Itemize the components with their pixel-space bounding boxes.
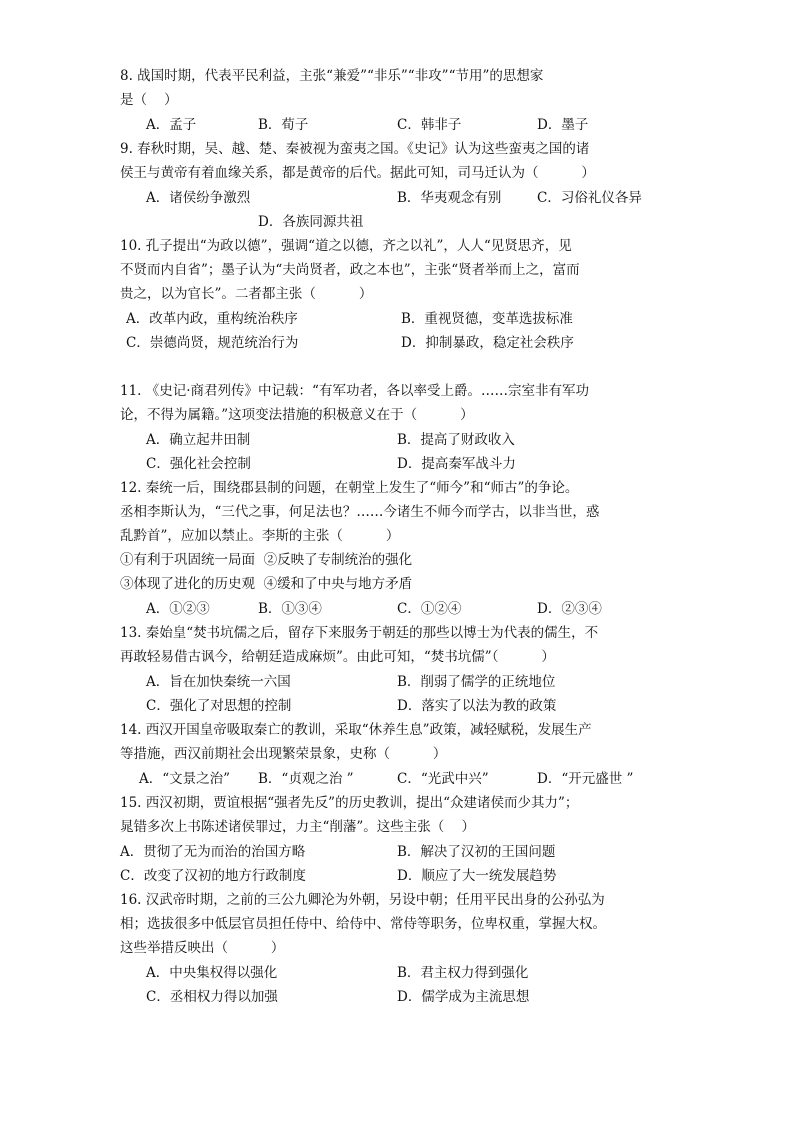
question-8-option-a: A．孟子 — [146, 117, 197, 133]
question-15-stem-line-2: 晁错多次上书陈述诸侯罪过，力主“削藩”。这些主张（ ） — [120, 819, 475, 835]
question-13-stem-line-2: 再敢轻易借古讽今，给朝廷造成麻烦”。由此可知，“焚书坑儒”（ ） — [120, 649, 555, 665]
question-15-option-c: C．改变了汉初的地方行政制度 — [120, 868, 306, 884]
question-12-statement-line-2: ③体现了进化的历史观 ④缓和了中央与地方矛盾 — [120, 576, 413, 592]
question-16-option-c: C．丞相权力得以加强 — [146, 989, 278, 1005]
question-12-stem-line-3: 乱黔首”，应加以禁止。李斯的主张（ ） — [120, 528, 400, 544]
question-10-stem-line-1: 10. 孔子提出“为政以德”，强调“道之以德，齐之以礼”，人人“见贤思齐，见 — [120, 238, 572, 254]
question-14-option-b: B．“贞观之治 ” — [258, 771, 354, 787]
question-12-statement-line-1: ①有利于巩固统一局面 ②反映了专制统治的强化 — [120, 552, 413, 568]
question-9-stem-line-2: 侯王与黄帝有着血缘关系，都是黄帝的后代。据此可知，司马迁认为（ ） — [120, 165, 595, 181]
question-10-option-c: C．崇德尚贤，规范统治行为 — [126, 335, 299, 351]
question-16-option-b: B．君主权力得到强化 — [397, 965, 529, 981]
question-11-stem-line-2: 论，不得为属籍。”这项变法措施的积极意义在于（ ） — [120, 407, 474, 423]
question-12-stem-line-1: 12. 秦统一后，围绕郡县制的问题，在朝堂上发生了“师今”和“师古”的争论。 — [120, 480, 579, 496]
question-8-option-c: C．韩非子 — [397, 117, 462, 133]
question-12-option-a: A．①②③ — [146, 601, 210, 617]
question-10-stem-line-2: 不贤而内自省”；墨子认为“夫尚贤者，政之本也”，主张“贤者举而上之，富而 — [120, 262, 580, 278]
question-13-option-d: D．落实了以法为教的政策 — [397, 698, 557, 714]
question-9-option-c: C．习俗礼仪各异 — [537, 190, 642, 206]
question-15-stem-line-1: 15. 西汉初期，贾谊根据“强者先反”的历史教训，提出“众建诸侯而少其力”； — [120, 795, 579, 811]
question-16-stem-line-3: 这些举措反映出（ ） — [120, 940, 285, 956]
question-12-option-b: B．①③④ — [258, 601, 322, 617]
question-13-option-b: B．削弱了儒学的正统地位 — [397, 674, 556, 690]
question-15-option-a: A．贯彻了无为而治的治国方略 — [120, 844, 306, 860]
question-14-option-d: D．“开元盛世 ” — [537, 771, 634, 787]
question-10-option-b: B．重视贤德，变革选拔标准 — [401, 311, 573, 327]
question-12-stem-line-2: 丞相李斯认为，“三代之事，何足法也？……今诸生不师今而学古，以非当世，惑 — [120, 504, 600, 520]
question-13-option-c: C．强化了对思想的控制 — [146, 698, 292, 714]
question-8-option-d: D．墨子 — [537, 117, 589, 133]
question-11-option-a: A．确立起井田制 — [146, 432, 251, 448]
question-11-option-b: B．提高了财政收入 — [397, 432, 515, 448]
question-12-option-c: C．①②④ — [397, 601, 462, 617]
question-10-option-a: A．改革内政，重构统治秩序 — [126, 311, 298, 327]
question-10-stem-line-3: 贵之，以为官长”。二者都主张（ ） — [120, 286, 373, 302]
question-11-option-c: C．强化社会控制 — [146, 456, 251, 472]
question-8-stem-line-2: 是（ ） — [120, 92, 178, 108]
question-9-option-a: A．诸侯纷争激烈 — [146, 190, 251, 206]
question-11-option-d: D．提高秦军战斗力 — [397, 456, 516, 472]
question-13-option-a: A．旨在加快秦统一六国 — [146, 674, 291, 690]
question-14-stem-line-2: 等措施，西汉前期社会出现繁荣景象，史称（ ） — [120, 746, 447, 762]
question-9-option-b: B．华夷观念有别 — [397, 190, 502, 206]
question-16-option-a: A．中央集权得以强化 — [146, 965, 278, 981]
question-16-option-d: D．儒学成为主流思想 — [397, 989, 530, 1005]
question-8-option-b: B．荀子 — [258, 117, 309, 133]
question-11-stem-line-1: 11. 《史记·商君列传》中记载：“有军功者，各以率受上爵。……宗室非有军功 — [120, 383, 589, 399]
question-16-stem-line-1: 16. 汉武帝时期，之前的三公九卿沦为外朝，另设中朝；任用平民出身的公孙弘为 — [120, 892, 605, 908]
question-9-stem-line-1: 9. 春秋时期，吴、越、楚、秦被视为蛮夷之国。《史记》认为这些蛮夷之国的诸 — [120, 141, 590, 157]
question-14-option-c: C．“光武中兴” — [397, 771, 489, 787]
question-14-option-a: A．“文景之治” — [139, 771, 231, 787]
question-16-stem-line-2: 相；选拔很多中低层官员担任侍中、给侍中、常侍等职务，位卑权重，掌握大权。 — [120, 916, 606, 932]
question-10-option-d: D．抑制暴政，稳定社会秩序 — [401, 335, 574, 351]
question-15-option-d: D．顺应了大一统发展趋势 — [397, 868, 557, 884]
question-8-stem-line-1: 8. 战国时期，代表平民利益，主张“兼爱”“非乐”“非攻”“节用”的思想家 — [120, 68, 544, 84]
question-12-option-d: D．②③④ — [537, 601, 602, 617]
question-9-option-d: D．各族同源共祖 — [258, 214, 364, 230]
question-14-stem-line-1: 14. 西汉开国皇帝吸取秦亡的教训，采取“休养生息”政策，减轻赋税，发展生产 — [120, 722, 592, 738]
question-13-stem-line-1: 13. 秦始皇“焚书坑儒之后，留存下来服务于朝廷的那些以博士为代表的儒生，不 — [120, 625, 599, 641]
question-15-option-b: B．解决了汉初的王国问题 — [397, 844, 556, 860]
